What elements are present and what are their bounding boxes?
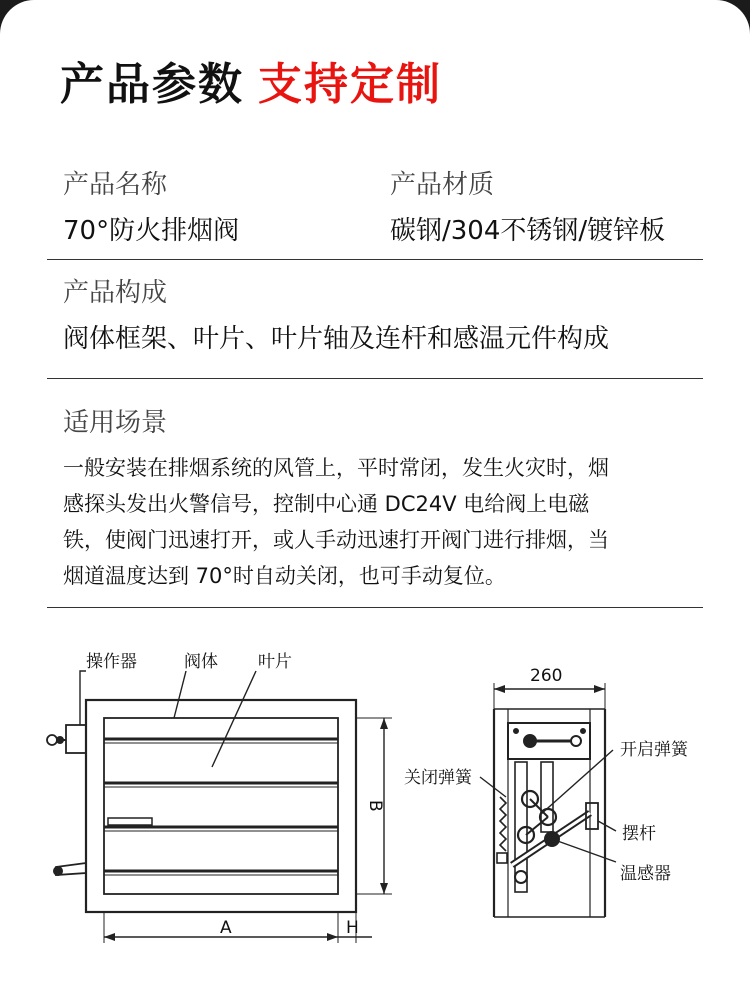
label-valve-body: 阀体 xyxy=(184,652,218,672)
label-operator: 操作器 xyxy=(86,652,137,672)
usage-line: 烟道温度达到 70°时自动关闭，也可手动复位。 xyxy=(63,564,506,588)
product-material-label: 产品材质 xyxy=(390,170,495,200)
dimension-a: A xyxy=(220,918,232,938)
label-blade: 叶片 xyxy=(258,652,292,672)
composition-value: 阀体框架、叶片、叶片轴及连杆和感温元件构成 xyxy=(63,324,610,354)
usage-line: 铁，使阀门迅速打开，或人手动迅速打开阀门进行排烟，当 xyxy=(63,528,609,552)
usage-line: 感探头发出火警信号，控制中心通 DC24V 电给阀上电磁 xyxy=(63,492,590,516)
valve-technical-drawing xyxy=(0,617,750,1007)
usage-label: 适用场景 xyxy=(63,408,168,438)
dimension-260: 260 xyxy=(530,666,563,686)
label-close-spring: 关闭弹簧 xyxy=(404,768,472,788)
composition-label: 产品构成 xyxy=(63,278,168,308)
label-open-spring: 开启弹簧 xyxy=(620,740,688,760)
label-swing-rod: 摆杆 xyxy=(622,824,656,844)
title-accent: 支持定制 xyxy=(258,59,442,110)
title-main: 产品参数 xyxy=(60,59,244,110)
dimension-h: H xyxy=(346,918,359,938)
divider-1 xyxy=(47,259,703,260)
product-name-value: 70°防火排烟阀 xyxy=(63,216,240,246)
divider-3 xyxy=(47,607,703,608)
side-view xyxy=(480,683,616,917)
usage-description xyxy=(63,450,693,594)
product-name-label: 产品名称 xyxy=(63,170,168,200)
page-title xyxy=(60,48,442,112)
dimension-b: B xyxy=(365,800,385,812)
divider-2 xyxy=(47,378,703,379)
front-view xyxy=(47,671,392,943)
product-material-value: 碳钢/304不锈钢/镀锌板 xyxy=(390,216,666,246)
label-temp-sensor: 温感器 xyxy=(620,864,671,884)
usage-line: 一般安装在排烟系统的风管上，平时常闭，发生火灾时，烟 xyxy=(63,456,609,480)
